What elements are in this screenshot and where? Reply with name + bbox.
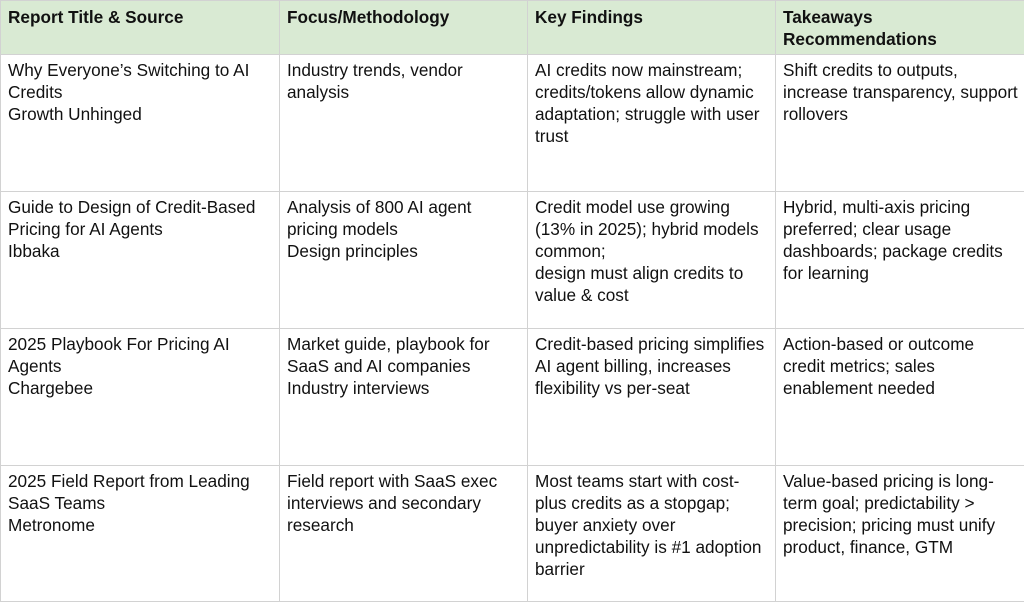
cell-report-title-source[interactable]: 2025 Playbook For Pricing AI Agents Chargebee	[1, 329, 280, 466]
header-cell-takeaways-recommendations[interactable]: Takeaways Recommendations	[776, 1, 1024, 55]
cell-takeaways-recommendations[interactable]: Action-based or outcome credit metrics; sales enablement needed	[776, 329, 1024, 466]
table-row	[1, 192, 1024, 329]
table-row	[1, 329, 1024, 466]
header-cell-focus-methodology[interactable]: Focus/Methodology	[280, 1, 528, 55]
cell-key-findings[interactable]: Credit-based pricing simplifies AI agent billing, increases flexibility vs per-seat	[528, 329, 776, 466]
cell-focus-methodology[interactable]: Analysis of 800 AI agent pricing models Design principles	[280, 192, 528, 329]
cell-report-title-source[interactable]: Guide to Design of Credit-Based Pricing for AI Agents Ibbaka	[1, 192, 280, 329]
cell-focus-methodology[interactable]: Industry trends, vendor analysis	[280, 55, 528, 192]
cell-report-title-source[interactable]: Why Everyone’s Switching to AI Credits Growth Unhinged	[1, 55, 280, 192]
table-row	[1, 466, 1024, 602]
cell-key-findings[interactable]: Most teams start with cost-plus credits as a stopgap; buyer anxiety over unpredictability is #1 adoption barrier	[528, 466, 776, 602]
cell-key-findings[interactable]: Credit model use growing (13% in 2025); hybrid models common; design must align credits to value & cost	[528, 192, 776, 329]
header-row	[1, 1, 1024, 55]
cell-focus-methodology[interactable]: Market guide, playbook for SaaS and AI companies Industry interviews	[280, 329, 528, 466]
header-cell-report-title-source[interactable]: Report Title & Source	[1, 1, 280, 55]
cell-takeaways-recommendations[interactable]: Shift credits to outputs, increase transparency, support rollovers	[776, 55, 1024, 192]
table-row	[1, 55, 1024, 192]
cell-focus-methodology[interactable]: Field report with SaaS exec interviews and secondary research	[280, 466, 528, 602]
header-cell-key-findings[interactable]: Key Findings	[528, 1, 776, 55]
cell-key-findings[interactable]: AI credits now mainstream; credits/tokens allow dynamic adaptation; struggle with user trust	[528, 55, 776, 192]
cell-takeaways-recommendations[interactable]: Hybrid, multi-axis pricing preferred; clear usage dashboards; package credits for learning	[776, 192, 1024, 329]
cell-takeaways-recommendations[interactable]: Value-based pricing is long-term goal; predictability > precision; pricing must unify product, finance, GTM	[776, 466, 1024, 602]
cell-report-title-source[interactable]: 2025 Field Report from Leading SaaS Teams Metronome	[1, 466, 280, 602]
